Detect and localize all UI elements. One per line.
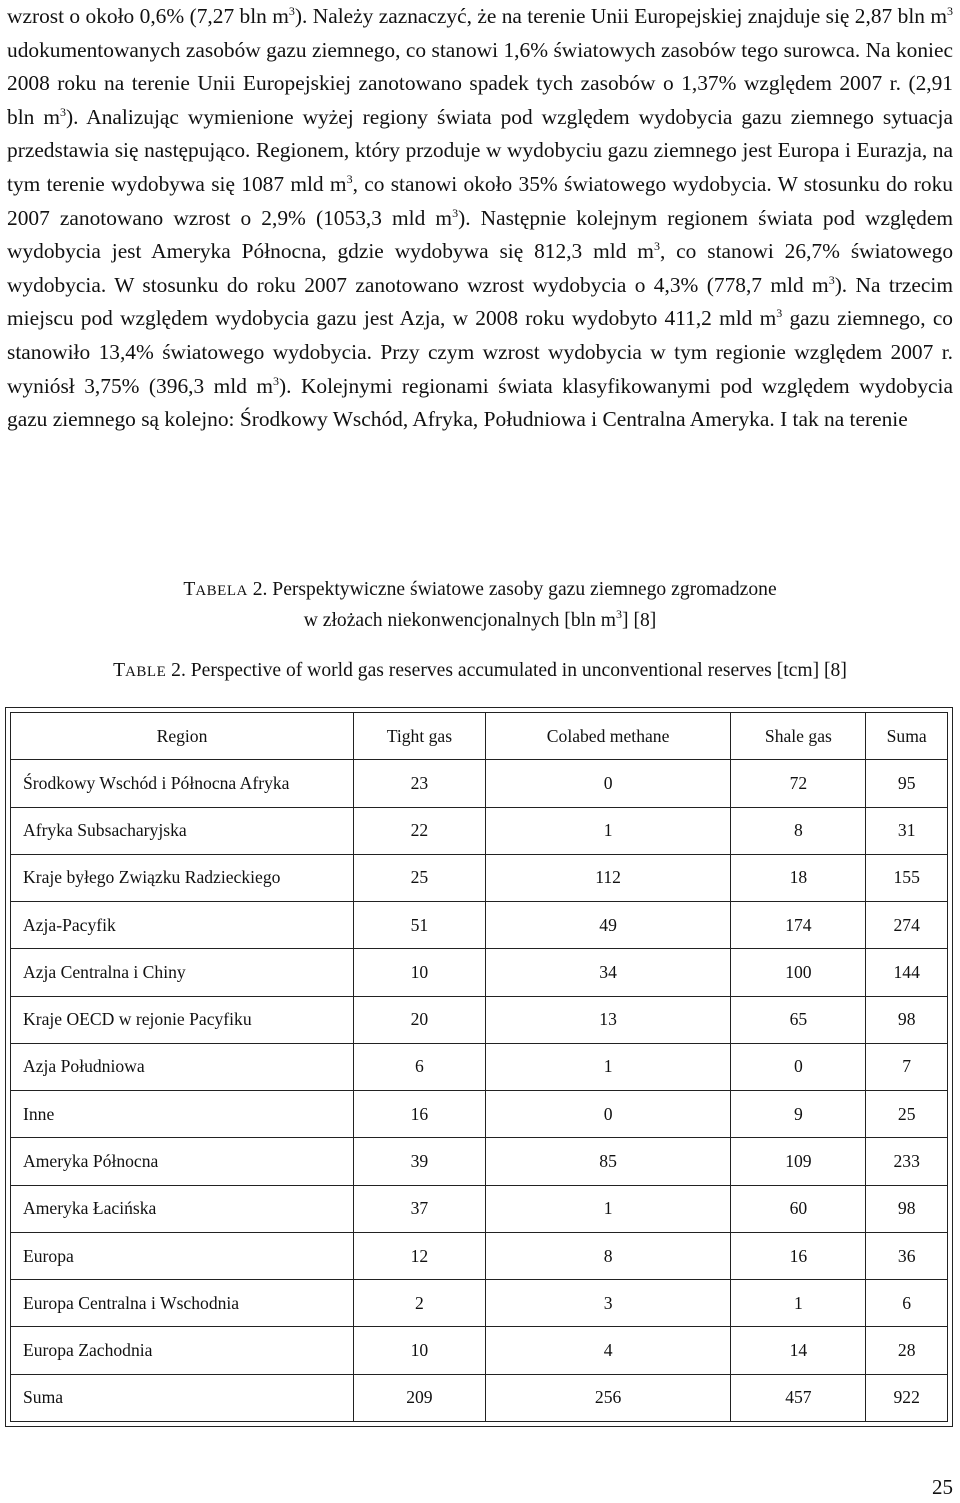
value-cell: 60 <box>731 1185 866 1232</box>
value-cell: 22 <box>354 807 486 854</box>
value-cell: 109 <box>731 1138 866 1185</box>
value-cell: 256 <box>485 1374 731 1421</box>
value-cell: 16 <box>354 1091 486 1138</box>
value-cell: 922 <box>866 1374 948 1421</box>
value-cell: 274 <box>866 902 948 949</box>
value-cell: 49 <box>485 902 731 949</box>
value-cell: 144 <box>866 949 948 996</box>
region-cell: Azja Centralna i Chiny <box>11 949 354 996</box>
table-row <box>11 1185 948 1232</box>
value-cell: 174 <box>731 902 866 949</box>
value-cell: 23 <box>354 760 486 807</box>
value-cell: 1 <box>485 807 731 854</box>
value-cell: 209 <box>354 1374 486 1421</box>
value-cell: 31 <box>866 807 948 854</box>
region-cell: Ameryka Północna <box>11 1138 354 1185</box>
table-header-cell: Colabed methane <box>485 713 731 760</box>
value-cell: 95 <box>866 760 948 807</box>
value-cell: 10 <box>354 949 486 996</box>
region-cell: Ameryka Łacińska <box>11 1185 354 1232</box>
value-cell: 1 <box>485 1185 731 1232</box>
table-header-cell: Suma <box>866 713 948 760</box>
value-cell: 2 <box>354 1280 486 1327</box>
page-number: 25 <box>932 1475 953 1499</box>
region-cell: Suma <box>11 1374 354 1421</box>
paragraph: wzrost o około 0,6% (7,27 bln $m^3$). Należy zaznaczyć, że na terenie Unii Europejskiej znajduje się 2,87 bln $m^3$ udokumentowanych zasobów gazu ziemnego, co stanowi 1,6% światowych zasobów tego surowca. Na koniec 2008 roku na terenie Unii Europejskiej zanotowano spadek tych zasobów o 1,37% względem 2007 r. (2,91 bln $m^3$). Analizując wymienione wyżej regiony świata pod względem wydobycia gazu ziemnego sytuacja przedstawia się następująco. Regionem, który przoduje w wydobyciu gazu ziemnego jest Europa i Eurazja, na tym terenie wydobywa się 1087 mld $m^3$, co stanowi około 35% światowego wydobycia. W stosunku do roku 2007 zanotowano wzrost o 2,9% (1053,3 mld $m^3$). Następnie kolejnym regionem świata pod względem wydobycia jest Ameryka Północna, gdzie wydobywa się 812,3 mld $m^3$, co stanowi 26,7% światowego wydobycia. W stosunku do roku 2007 zanotowano wzrost wydobycia o 4,3% (778,7 mld $m^3$). Na trzecim miejscu pod względem wydobycia gazu jest Azja, w 2008 roku wydobyto 411,2 mld $m^3$ gazu ziemnego, co stanowiło 13,4% światowego wydobycia. Przy czym wzrost wydobycia w tym regionie względem 2007 r. wyniósł 3,75% (396,3 mld $m^3$). Kolejnymi regionami świata klasyfikowanymi pod względem wydobycia gazu ziemnego są kolejno: Środkowy Wschód, Afryka, Południowa i Centralna Ameryka. I tak na terenie <box>7 4 954 432</box>
value-cell: 98 <box>866 996 948 1043</box>
table-row <box>11 760 948 807</box>
value-cell: 4 <box>485 1327 731 1374</box>
value-cell: 233 <box>866 1138 948 1185</box>
table-row <box>11 854 948 901</box>
value-cell: 20 <box>354 996 486 1043</box>
table-header-row <box>11 713 948 760</box>
value-cell: 0 <box>731 1043 866 1090</box>
table-row <box>11 949 948 996</box>
value-cell: 457 <box>731 1374 866 1421</box>
table-row <box>11 1232 948 1279</box>
value-cell: 8 <box>731 807 866 854</box>
region-cell: Inne <box>11 1091 354 1138</box>
body-text <box>7 0 953 437</box>
table-row <box>11 1043 948 1090</box>
value-cell: 8 <box>485 1232 731 1279</box>
value-cell: 0 <box>485 760 731 807</box>
value-cell: 6 <box>866 1280 948 1327</box>
table-caption-polish: TABELA 2. Perspektywiczne światowe zasoby gazu ziemnego zgromadzone w złożach niekonwencjonalnych [bln $m^3$] [8] <box>183 579 777 631</box>
region-cell: Europa <box>11 1232 354 1279</box>
table-row <box>11 1138 948 1185</box>
value-cell: 18 <box>731 854 866 901</box>
value-cell: 36 <box>866 1232 948 1279</box>
value-cell: 155 <box>866 854 948 901</box>
value-cell: 100 <box>731 949 866 996</box>
table-header-cell: Region <box>11 713 354 760</box>
region-cell: Europa Centralna i Wschodnia <box>11 1280 354 1327</box>
value-cell: 98 <box>866 1185 948 1232</box>
region-cell: Europa Zachodnia <box>11 1327 354 1374</box>
region-cell: Środkowy Wschód i Północna Afryka <box>11 760 354 807</box>
table-row <box>11 902 948 949</box>
region-cell: Azja Południowa <box>11 1043 354 1090</box>
value-cell: 37 <box>354 1185 486 1232</box>
table-frame <box>5 707 953 1427</box>
value-cell: 85 <box>485 1138 731 1185</box>
value-cell: 3 <box>485 1280 731 1327</box>
value-cell: 13 <box>485 996 731 1043</box>
table-caption-english: TABLE 2. Perspective of world gas reserves accumulated in unconventional reserves [tcm] [8] <box>113 660 847 681</box>
value-cell: 39 <box>354 1138 486 1185</box>
value-cell: 9 <box>731 1091 866 1138</box>
value-cell: 72 <box>731 760 866 807</box>
region-cell: Kraje byłego Związku Radzieckiego <box>11 854 354 901</box>
value-cell: 0 <box>485 1091 731 1138</box>
value-cell: 6 <box>354 1043 486 1090</box>
region-cell: Kraje OECD w rejonie Pacyfiku <box>11 996 354 1043</box>
region-cell: Afryka Subsacharyjska <box>11 807 354 854</box>
table-header-cell: Shale gas <box>731 713 866 760</box>
value-cell: 10 <box>354 1327 486 1374</box>
value-cell: 28 <box>866 1327 948 1374</box>
value-cell: 7 <box>866 1043 948 1090</box>
value-cell: 34 <box>485 949 731 996</box>
value-cell: 51 <box>354 902 486 949</box>
table-row <box>11 807 948 854</box>
table-row <box>11 1374 948 1421</box>
value-cell: 1 <box>485 1043 731 1090</box>
table-row <box>11 1091 948 1138</box>
table-header-cell: Tight gas <box>354 713 486 760</box>
value-cell: 12 <box>354 1232 486 1279</box>
value-cell: 112 <box>485 854 731 901</box>
value-cell: 16 <box>731 1232 866 1279</box>
value-cell: 25 <box>866 1091 948 1138</box>
value-cell: 65 <box>731 996 866 1043</box>
table-row <box>11 996 948 1043</box>
value-cell: 14 <box>731 1327 866 1374</box>
value-cell: 1 <box>731 1280 866 1327</box>
region-cell: Azja-Pacyfik <box>11 902 354 949</box>
value-cell: 25 <box>354 854 486 901</box>
table-row <box>11 1327 948 1374</box>
gas-reserves-table <box>10 712 948 1422</box>
table-row <box>11 1280 948 1327</box>
